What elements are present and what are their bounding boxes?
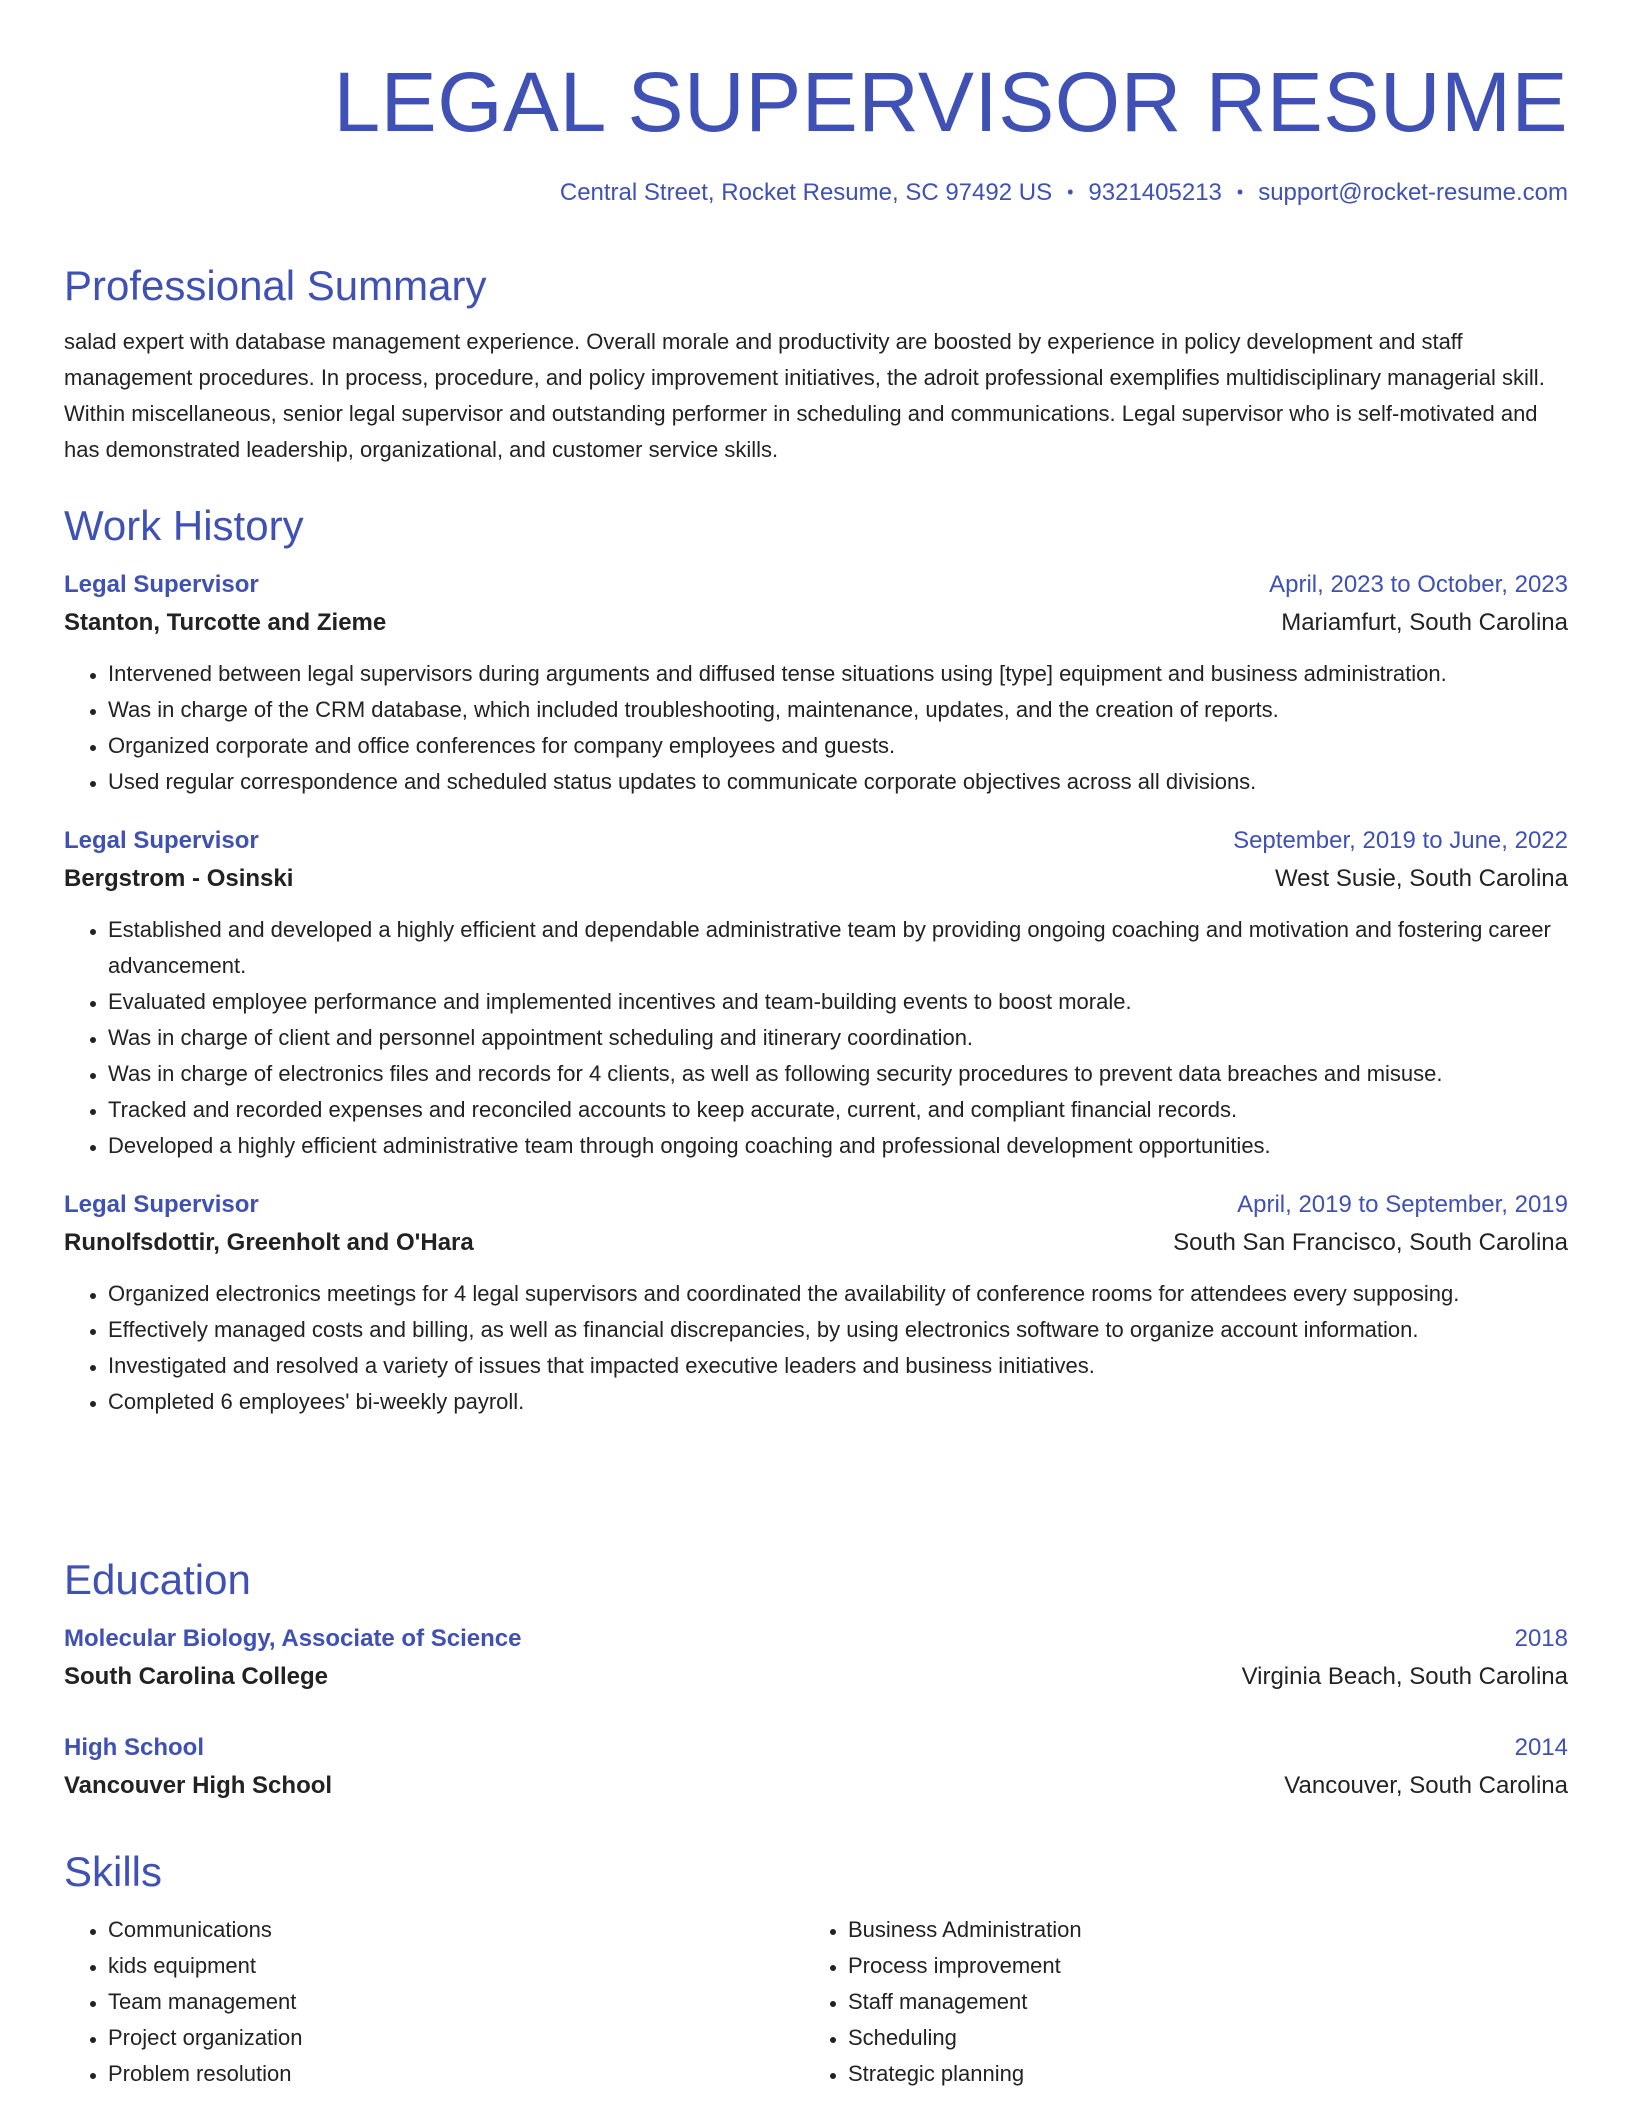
skills-column-right [804, 1912, 1544, 2092]
summary-heading: Professional Summary [64, 262, 487, 309]
job-role: Legal Supervisor [64, 1191, 259, 1218]
job-entry [64, 1186, 1568, 1420]
education-entry [64, 1620, 1568, 1696]
education-location: Virginia Beach, South Carolina [1241, 1663, 1568, 1690]
skills-column-left [64, 1912, 804, 2092]
skill-item: • Team management [108, 1984, 804, 2020]
work-history-section [64, 500, 1568, 1420]
job-company: Runolfsdottir, Greenholt and O'Hara [64, 1229, 474, 1256]
skill-item: • Problem resolution [108, 2056, 804, 2092]
education-location: Vancouver, South Carolina [1284, 1772, 1568, 1799]
list-item: • Was in charge of electronics files and records for 4 clients, as well as following security procedures to prevent data breaches and misuse. [108, 1056, 1568, 1092]
skill-item: • Scheduling [848, 2020, 1544, 2056]
education-entry [64, 1729, 1568, 1805]
list-item: • Effectively managed costs and billing, as well as financial discrepancies, by using electronics software to organize account information. [108, 1312, 1568, 1348]
education-year: 2014 [1514, 1734, 1568, 1761]
job-bullets [64, 912, 1568, 1164]
list-item: • Organized electronics meetings for 4 legal supervisors and coordinated the availability of conference rooms for attendees every supposing. [108, 1276, 1568, 1312]
skill-item: • Business Administration [848, 1912, 1544, 1948]
job-dates: April, 2023 to October, 2023 [1269, 571, 1568, 598]
skill-item: • Communications [108, 1912, 804, 1948]
contact-separator: • [1067, 182, 1074, 202]
education-degree: High School [64, 1734, 204, 1761]
skill-item: • Process improvement [848, 1948, 1544, 1984]
job-bullets [64, 1276, 1568, 1420]
job-bullets [64, 656, 1568, 800]
job-company: Bergstrom - Osinski [64, 865, 294, 892]
education-degree: Molecular Biology, Associate of Science [64, 1625, 522, 1652]
list-item: • Used regular correspondence and scheduled status updates to communicate corporate objectives across all divisions. [108, 764, 1568, 800]
list-item: • Established and developed a highly efficient and dependable administrative team by providing ongoing coaching and motivation and fostering career advancement. [108, 912, 1568, 984]
contact-line [560, 176, 1568, 209]
job-location: South San Francisco, South Carolina [1173, 1229, 1568, 1256]
education-section [64, 1554, 1568, 1805]
contact-address: Central Street, Rocket Resume, SC 97492 US [559, 179, 1053, 206]
contact-email: support@rocket-resume.com [1258, 179, 1568, 206]
job-entry [64, 566, 1568, 800]
list-item: • Tracked and recorded expenses and reconciled accounts to keep accurate, current, and compliant financial records. [108, 1092, 1568, 1128]
skills-section [64, 1846, 1568, 2092]
job-location: Mariamfurt, South Carolina [1281, 609, 1568, 636]
job-company: Stanton, Turcotte and Zieme [64, 609, 387, 636]
job-role: Legal Supervisor [64, 827, 259, 854]
list-item: • Investigated and resolved a variety of issues that impacted executive leaders and business initiatives. [108, 1348, 1568, 1384]
list-item: • Organized corporate and office conferences for company employees and guests. [108, 728, 1568, 764]
job-location: West Susie, South Carolina [1274, 865, 1568, 892]
skill-item: • Project organization [108, 2020, 804, 2056]
resume-title: LEGAL SUPERVISOR RESUME [333, 55, 1568, 149]
education-school: Vancouver High School [64, 1772, 333, 1799]
job-dates: April, 2019 to September, 2019 [1237, 1191, 1568, 1218]
list-item: • Was in charge of the CRM database, which included troubleshooting, maintenance, updates, and the creation of reports. [108, 692, 1568, 728]
summary-section [64, 260, 1568, 468]
list-item: • Intervened between legal supervisors during arguments and diffused tense situations using [type] equipment and business administration. [108, 656, 1568, 692]
skills-heading: Skills [64, 1848, 163, 1895]
contact-separator: • [1236, 182, 1244, 202]
contact-phone: 9321405213 [1088, 179, 1222, 206]
skills-list [64, 1912, 1568, 2092]
work-history-heading: Work History [64, 502, 304, 549]
education-school: South Carolina College [64, 1663, 329, 1690]
skill-item: • kids equipment [108, 1948, 804, 1984]
skill-item: • Staff management [848, 1984, 1544, 2020]
education-year: 2018 [1514, 1625, 1568, 1652]
list-item: • Developed a highly efficient administrative team through ongoing coaching and professional development opportunities. [108, 1128, 1568, 1164]
education-heading: Education [64, 1556, 251, 1603]
summary-text: salad expert with database management experience. Overall morale and productivity are boosted by experience in policy development and staff management procedures. In process, procedure, and policy improvement initiatives, the adroit professional exemplifies multidisciplinary managerial skill. Within miscellaneous, senior legal supervisor and outstanding performer in scheduling and communications. Legal supervisor who is self-motivated and has demonstrated leadership, organizational, and customer service skills. [64, 329, 1545, 462]
job-role: Legal Supervisor [64, 571, 259, 598]
list-item: • Completed 6 employees' bi-weekly payroll. [108, 1384, 1568, 1420]
job-entry [64, 822, 1568, 1164]
job-dates: September, 2019 to June, 2022 [1233, 827, 1568, 854]
list-item: • Evaluated employee performance and implemented incentives and team-building events to boost morale. [108, 984, 1568, 1020]
list-item: • Was in charge of client and personnel appointment scheduling and itinerary coordination. [108, 1020, 1568, 1056]
skill-item: • Strategic planning [848, 2056, 1544, 2092]
